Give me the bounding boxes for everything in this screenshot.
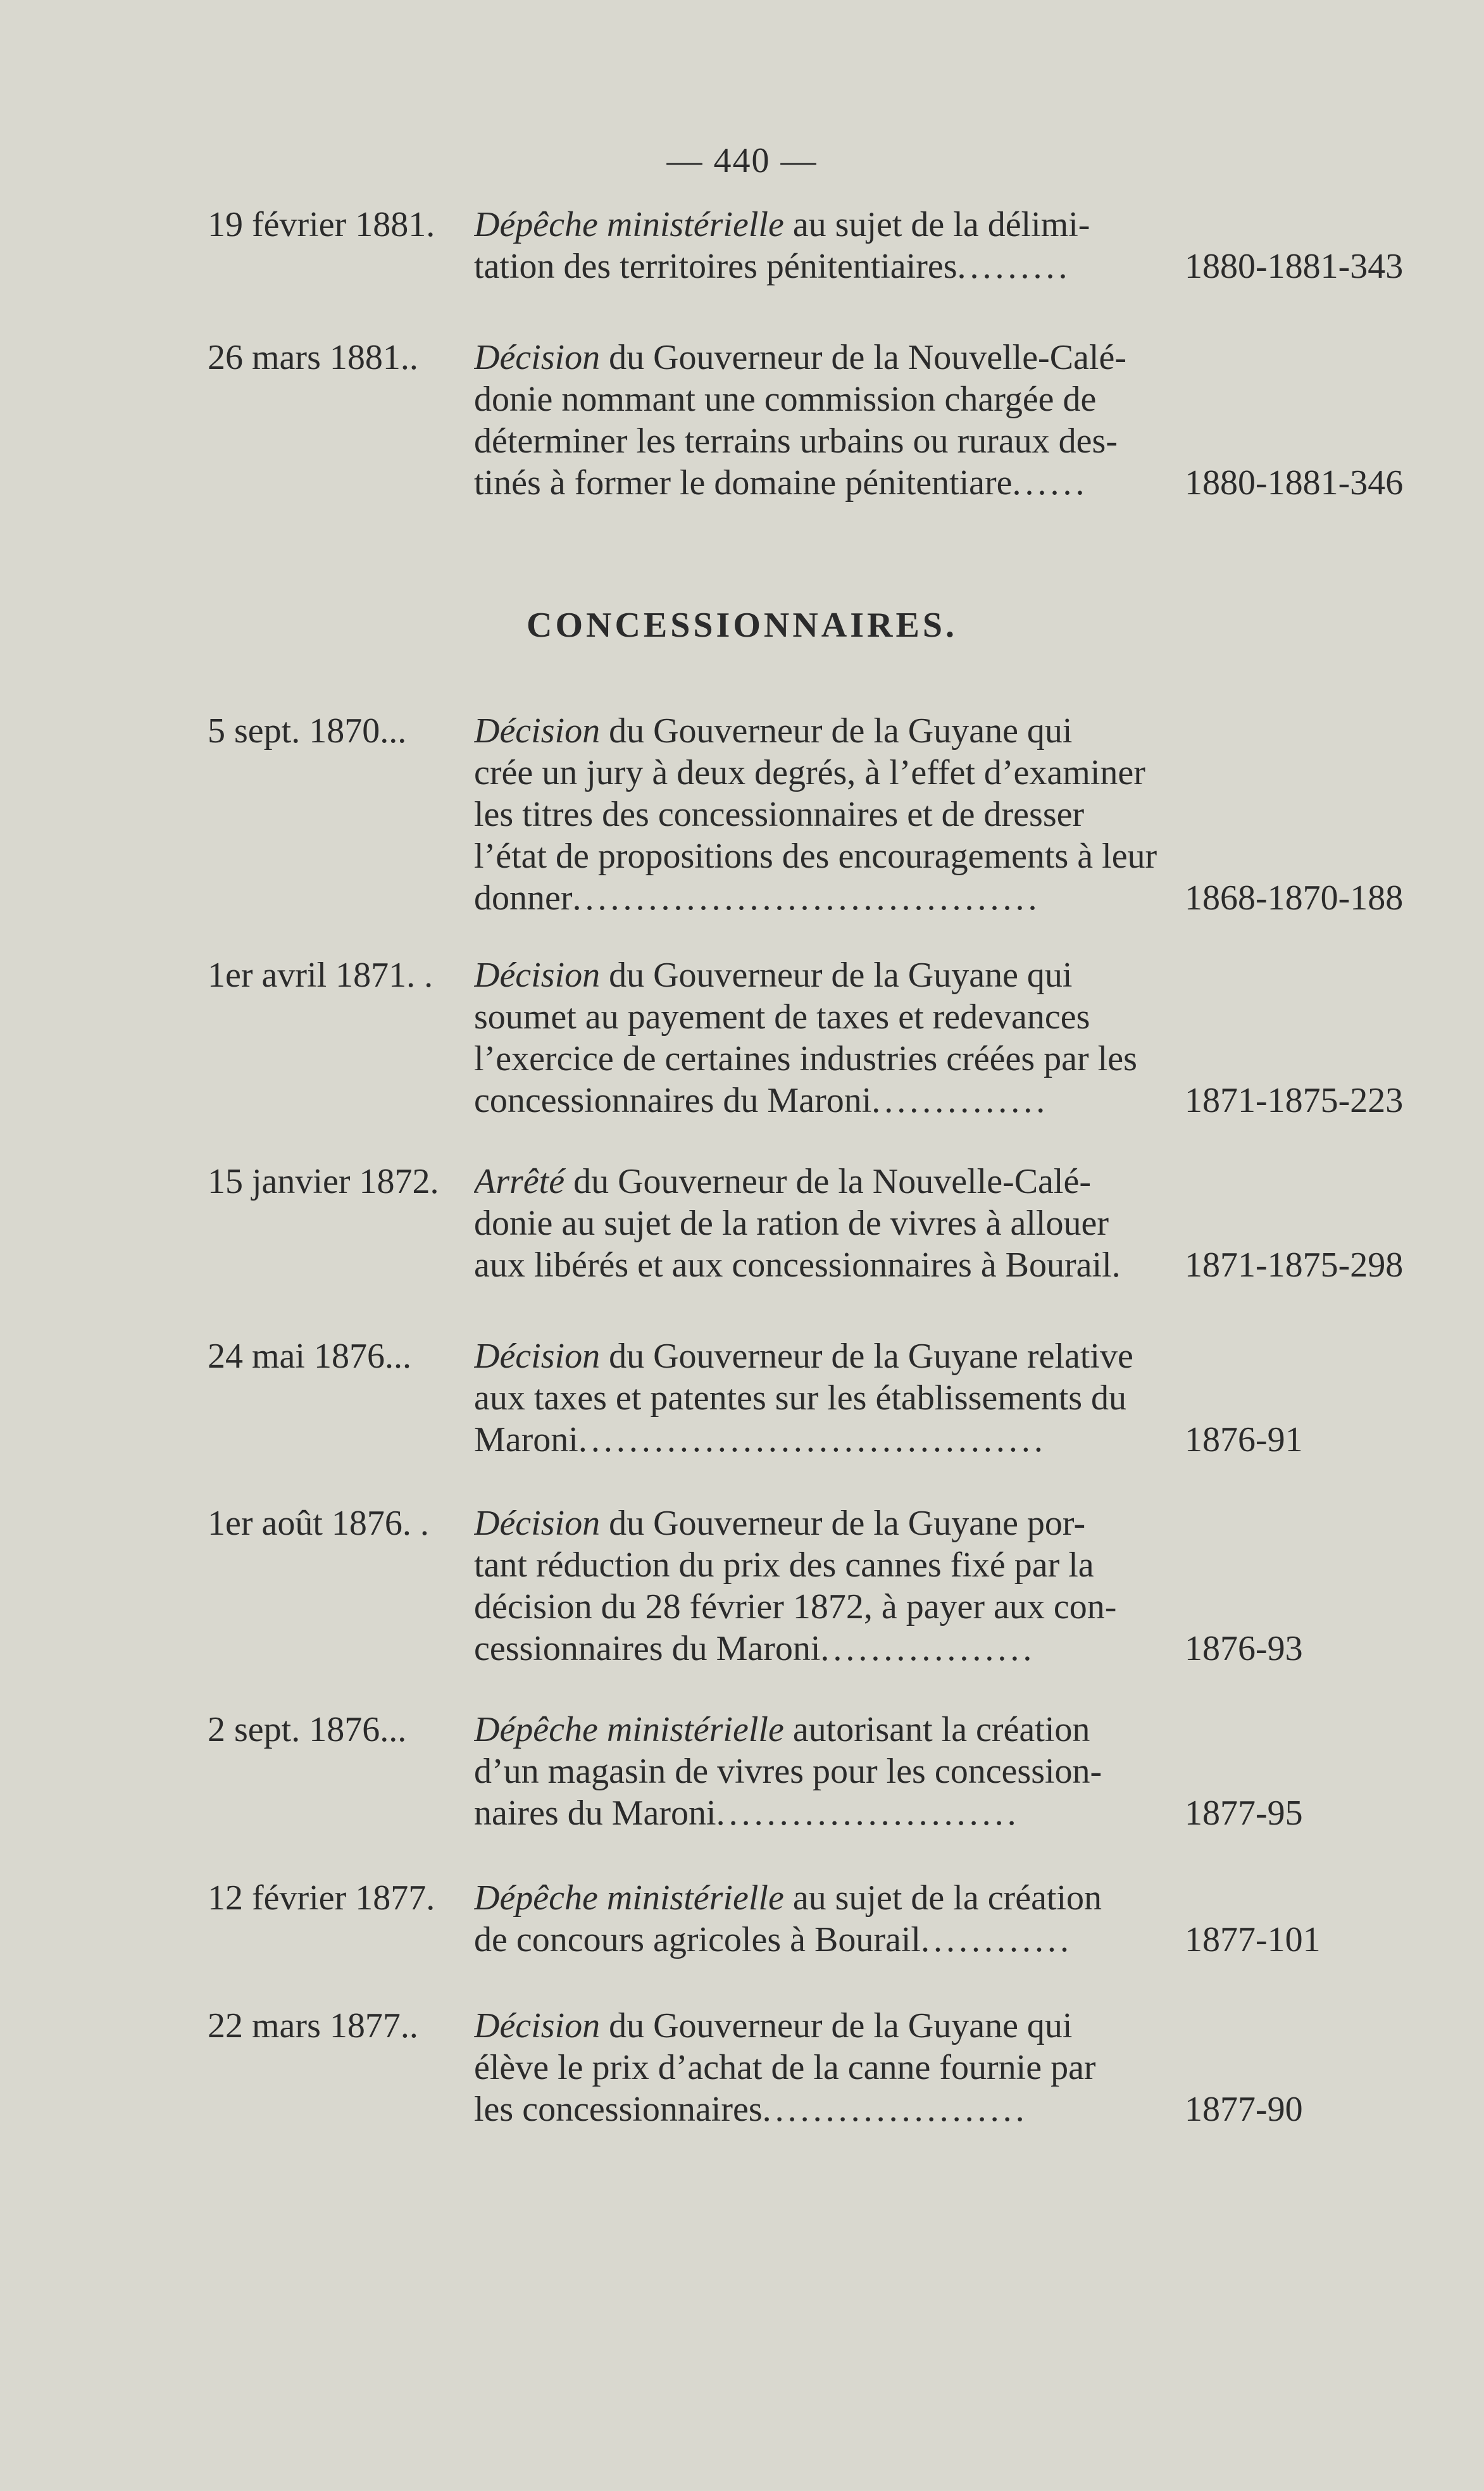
entry-line: donie nommant une commission chargée de [474, 380, 1097, 419]
entry-line: crée un jury à deux degrés, à l’effet d’examiner [474, 753, 1145, 792]
entry-text [474, 337, 1170, 504]
entry-reference: 1868-1870-188 [1185, 878, 1404, 918]
entry-date: 19 février 1881. [208, 205, 435, 244]
entry-last-line [474, 1792, 1170, 1834]
entry-line: Dépêche ministérielle autorisant la création [474, 1710, 1090, 1749]
entry-line: tant réduction du prix des cannes fixé par la [474, 1545, 1094, 1585]
entry-text [474, 954, 1170, 1121]
leader-dots: ..................................... [572, 878, 1041, 918]
entry-reference: 1876-93 [1185, 1629, 1303, 1668]
entry-last-text: de concours agricoles à Bourail [474, 1920, 921, 1959]
leader-dots [1121, 1244, 1170, 1286]
entry-reference: 1871-1875-298 [1185, 1246, 1404, 1285]
entry-reference: 1877-101 [1185, 1920, 1321, 1959]
entry-line: déterminer les terrains urbains ou ruraux des- [474, 421, 1118, 461]
entry-last-line [474, 1919, 1170, 1961]
leader-dots: ................. [820, 1629, 1036, 1668]
entry-last-text: cessionnaires du Maroni [474, 1629, 821, 1668]
entry-line: Décision du Gouverneur de la Nouvelle-Calé- [474, 338, 1126, 377]
entry-line: Arrêté du Gouverneur de la Nouvelle-Calé- [474, 1162, 1091, 1201]
entry-reference: 1877-95 [1185, 1794, 1303, 1833]
entry-line: Dépêche ministérielle au sujet de la délimi- [474, 205, 1090, 244]
entry-last-text: donner [474, 878, 573, 918]
entry-text [474, 1877, 1170, 1961]
entry-last-text: les concessionnaires [474, 2090, 763, 2129]
entry-last-line [474, 246, 1170, 287]
entry-line: Décision du Gouverneur de la Guyane qui [474, 2006, 1073, 2045]
entry-line: Décision du Gouverneur de la Guyane qui [474, 956, 1073, 995]
leader-dots: ........................ [716, 1794, 1020, 1833]
entry-reference: 1877-90 [1185, 2090, 1303, 2129]
entry-line: les titres des concessionnaires et de dresser [474, 795, 1085, 834]
entry-line: élève le prix d’achat de la canne fournie par [474, 2048, 1096, 2087]
entry-text [474, 1335, 1170, 1461]
entry-text [474, 710, 1170, 919]
entry-text [474, 204, 1170, 287]
leader-dots: ......... [957, 247, 1071, 286]
entry-last-text: Maroni [474, 1420, 578, 1459]
entry-last-line [474, 462, 1170, 504]
entry-last-text: naires du Maroni [474, 1794, 716, 1833]
entry-line: donie au sujet de la ration de vivres à allouer [474, 1204, 1109, 1243]
entry-line: d’un magasin de vivres pour les concession- [474, 1752, 1102, 1791]
entry-last-line [474, 877, 1170, 919]
leader-dots: .............. [871, 1081, 1049, 1120]
entry-line: l’état de propositions des encouragements à leur [474, 837, 1157, 876]
entry-date: 5 sept. 1870... [208, 711, 407, 751]
entry-last-text: tinés à former le domaine pénitentiare [474, 463, 1013, 503]
entry-date: 2 sept. 1876... [208, 1710, 407, 1749]
entry-text [474, 1502, 1170, 1670]
entry-last-line [474, 1244, 1170, 1286]
entry-reference: 1880-1881-346 [1185, 463, 1404, 503]
entry-date: 24 mai 1876... [208, 1337, 411, 1376]
entry-date: 12 février 1877. [208, 1878, 435, 1918]
section-heading: CONCESSIONNAIRES. [527, 606, 957, 645]
leader-dots: ..................... [762, 2090, 1028, 2129]
page-number: — 440 — [666, 141, 818, 180]
entry-date: 22 mars 1877.. [208, 2006, 418, 2045]
entry-text [474, 1709, 1170, 1834]
leader-dots: ............ [920, 1920, 1073, 1959]
entry-last-text: aux libérés et aux concessionnaires à Bourail. [474, 1246, 1121, 1285]
entry-text [474, 1161, 1170, 1286]
leader-dots: ...... [1012, 463, 1088, 503]
entry-line: soumet au payement de taxes et redevances [474, 997, 1090, 1037]
leader-dots: ..................................... [578, 1420, 1047, 1459]
entry-date: 1er août 1876. . [208, 1504, 429, 1543]
entry-date: 1er avril 1871. . [208, 956, 433, 995]
entry-reference: 1876-91 [1185, 1420, 1303, 1459]
entry-reference: 1880-1881-343 [1185, 247, 1404, 286]
entry-last-text: concessionnaires du Maroni [474, 1081, 872, 1120]
entry-date: 15 janvier 1872. [208, 1162, 439, 1201]
entry-line: Décision du Gouverneur de la Guyane qui [474, 711, 1073, 751]
entry-line: Décision du Gouverneur de la Guyane relative [474, 1337, 1133, 1376]
entry-last-line [474, 1080, 1170, 1121]
entry-last-line [474, 1419, 1170, 1461]
entry-line: Décision du Gouverneur de la Guyane por- [474, 1504, 1086, 1543]
entry-date: 26 mars 1881.. [208, 338, 418, 377]
entry-last-text: tation des territoires pénitentiaires [474, 247, 957, 286]
entry-text [474, 2005, 1170, 2130]
entry-reference: 1871-1875-223 [1185, 1081, 1404, 1120]
entry-line: l’exercice de certaines industries créées par les [474, 1039, 1137, 1078]
entry-last-line [474, 2088, 1170, 2130]
entry-line: aux taxes et patentes sur les établissements du [474, 1378, 1127, 1418]
entry-line: décision du 28 février 1872, à payer aux con- [474, 1587, 1117, 1626]
entry-line: Dépêche ministérielle au sujet de la création [474, 1878, 1102, 1918]
entry-last-line [474, 1628, 1170, 1670]
